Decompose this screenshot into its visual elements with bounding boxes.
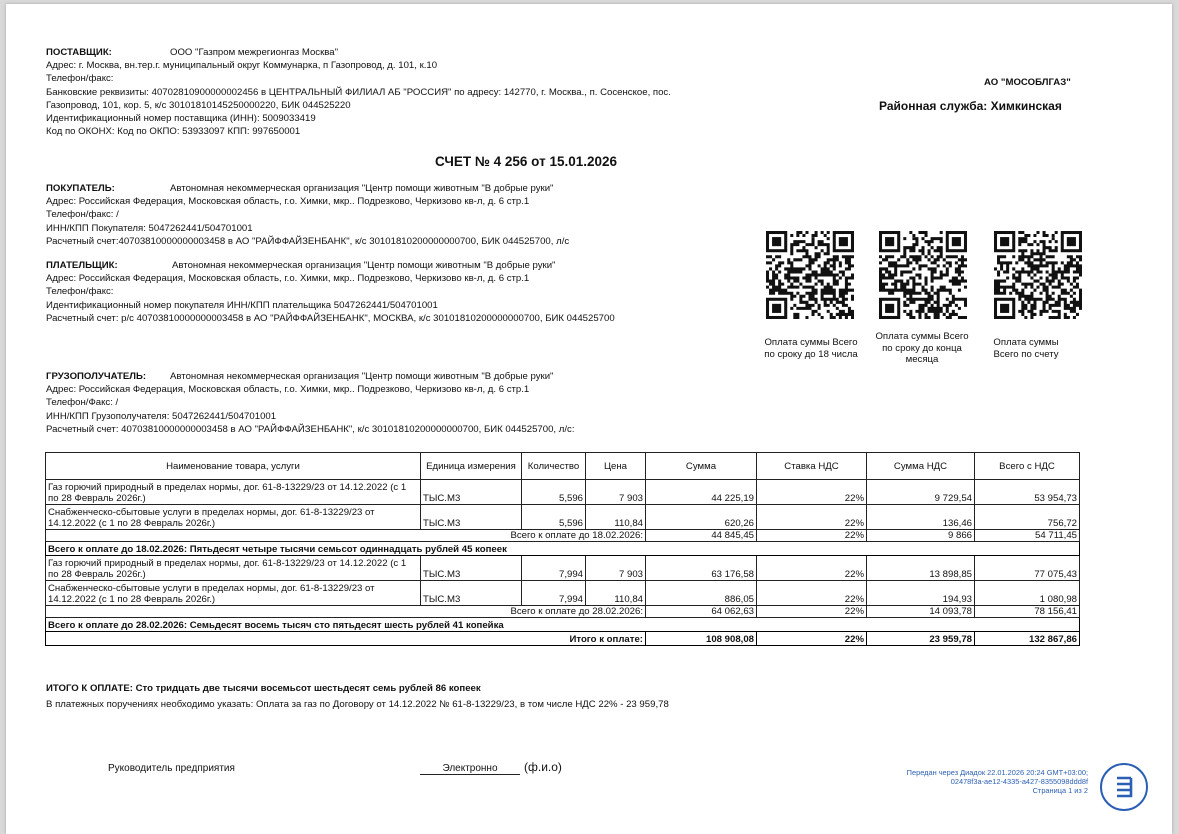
grand-total-row bbox=[46, 632, 1080, 646]
header-unit: Единица измерения bbox=[421, 453, 522, 480]
payer-name: Автономная некоммерческая организация "Центр помощи животным "В добрые руки" bbox=[172, 260, 556, 271]
diadoc-logo-icon bbox=[1100, 763, 1148, 811]
row-sum: 620,26 bbox=[646, 505, 757, 530]
invoice-title: СЧЕТ № 4 256 от 15.01.2026 bbox=[434, 154, 618, 169]
row-vat: 13 898,85 bbox=[867, 556, 975, 581]
qr-caption-18th: Оплата суммы Всего по сроку до 18 числа bbox=[764, 337, 858, 360]
grand-total-vat: 23 959,78 bbox=[867, 632, 975, 646]
row-price: 7 903 bbox=[586, 480, 646, 505]
row-sum: 44 225,19 bbox=[646, 480, 757, 505]
consignee-address: Адрес: Российская Федерация, Московская область, г.о. Химки, мкр.. Подрезково, Черкизово кв-л, д. 6 стр.1 bbox=[46, 384, 530, 396]
supplier-label: ПОСТАВЩИК: bbox=[46, 47, 112, 58]
consignee-name: Автономная некоммерческая организация "Центр помощи животным "В добрые руки" bbox=[170, 371, 554, 382]
fio-label: (ф.и.о) bbox=[524, 760, 562, 774]
header-name: Наименование товара, услуги bbox=[46, 453, 421, 480]
subtotal-sum: 64 062,63 bbox=[646, 606, 757, 618]
row-price: 110,84 bbox=[586, 581, 646, 606]
invoice-page bbox=[6, 4, 1172, 834]
header-vat-rate: Ставка НДС bbox=[757, 453, 867, 480]
qr-caption-month-end: Оплата суммы Всего по сроку до конца месяца bbox=[875, 331, 969, 365]
table-row bbox=[46, 581, 1080, 606]
row-rate: 22% bbox=[757, 505, 867, 530]
row-unit: ТЫС.М3 bbox=[421, 505, 522, 530]
supplier-block bbox=[46, 46, 671, 138]
org-name: АО "МОСОБЛГАЗ" bbox=[984, 77, 1071, 88]
row-total: 756,72 bbox=[975, 505, 1080, 530]
supplier-phone: Телефон/факс: bbox=[46, 73, 114, 85]
grand-total-sum: 108 908,08 bbox=[646, 632, 757, 646]
row-price: 110,84 bbox=[586, 505, 646, 530]
header-price: Цена bbox=[586, 453, 646, 480]
row-name: Снабженческо-сбытовые услуги в пределах нормы, дог. 61-8-13229/23 от 14.12.2022 (с 1 по 28 Февраль 2026г.) bbox=[46, 581, 421, 606]
row-unit: ТЫС.М3 bbox=[421, 556, 522, 581]
row-vat: 136,46 bbox=[867, 505, 975, 530]
subtotal-label: Всего к оплате до 18.02.2026: bbox=[46, 530, 646, 542]
payer-address: Адрес: Российская Федерация, Московская область, г.о. Химки, мкр.. Подрезково, Черкизово кв-л, д. 6 стр.1 bbox=[46, 273, 530, 285]
qr-code-month-end bbox=[879, 231, 967, 319]
subtotal-vat: 9 866 bbox=[867, 530, 975, 542]
qr-code-18th bbox=[766, 231, 854, 319]
grand-total-total: 132 867,86 bbox=[975, 632, 1080, 646]
row-sum: 63 176,58 bbox=[646, 556, 757, 581]
subtotal-rate: 22% bbox=[757, 530, 867, 542]
row-total: 77 075,43 bbox=[975, 556, 1080, 581]
buyer-label: ПОКУПАТЕЛЬ: bbox=[46, 183, 115, 194]
supplier-bank-line2: Газопровод, 101, кор. 5, к/с 30101810145250000220, БИК 044525220 bbox=[46, 99, 351, 111]
buyer-block bbox=[46, 182, 569, 248]
buyer-name: Автономная некоммерческая организация "Центр помощи животным "В добрые руки" bbox=[170, 183, 554, 194]
grand-total-label: Итого к оплате: bbox=[46, 632, 646, 646]
payer-label: ПЛАТЕЛЬЩИК: bbox=[46, 260, 118, 271]
diadoc-line3: Страница 1 из 2 bbox=[1032, 785, 1088, 795]
grand-total-rate: 22% bbox=[757, 632, 867, 646]
consignee-account: Расчетный счет: 40703810000000003458 в АО "РАЙФФАЙЗЕНБАНК", к/с 30101810200000000700, БИК 044525700, л/с: bbox=[46, 423, 575, 435]
buyer-phone: Телефон/факс: / bbox=[46, 209, 119, 221]
signature-value: Электронно bbox=[420, 763, 520, 775]
row-name: Газ горючий природный в пределах нормы, дог. 61-8-13229/23 от 14.12.2022 (с 1 по 28 Февраль 2026г.) bbox=[46, 556, 421, 581]
row-name: Газ горючий природный в пределах нормы, дог. 61-8-13229/23 от 14.12.2022 (с 1 по 28 Февраль 2026г.) bbox=[46, 480, 421, 505]
consignee-phone: Телефон/Факс: / bbox=[46, 397, 119, 409]
total-in-words: ИТОГО К ОПЛАТЕ: Сто тридцать две тысячи восемьсот шестьдесят семь рублей 86 копеек bbox=[46, 683, 481, 694]
total-words: Всего к оплате до 28.02.2026: Семьдесят восемь тысяч сто пятьдесят шесть рублей 41 копейка bbox=[46, 618, 1080, 632]
row-unit: ТЫС.М3 bbox=[421, 480, 522, 505]
row-vat: 194,93 bbox=[867, 581, 975, 606]
row-qty: 7,994 bbox=[522, 581, 586, 606]
header-sum: Сумма bbox=[646, 453, 757, 480]
payer-block bbox=[46, 259, 615, 325]
consignee-block bbox=[46, 370, 575, 436]
diadoc-line2: 02478f3a-ae12-4335-a427-8355098ddd8f bbox=[950, 776, 1088, 786]
payer-phone: Телефон/факс: bbox=[46, 286, 114, 298]
payer-account: Расчетный счет: р/с 40703810000000003458 в АО "РАЙФФАЙЗЕНБАНК", МОСКВА, к/с 30101810200000000700, БИК 044525700 bbox=[46, 312, 615, 324]
table-row bbox=[46, 505, 1080, 530]
subtotal-total: 78 156,41 bbox=[975, 606, 1080, 618]
subtotal-row bbox=[46, 530, 1080, 542]
subtotal-sum: 44 845,45 bbox=[646, 530, 757, 542]
row-vat: 9 729,54 bbox=[867, 480, 975, 505]
org-service: Районная служба: Химкинская bbox=[879, 99, 1062, 113]
subtotal-total: 54 711,45 bbox=[975, 530, 1080, 542]
payer-inn: Идентификационный номер покупателя ИНН/КПП плательщика 5047262441/504701001 bbox=[46, 299, 438, 311]
row-qty: 5,596 bbox=[522, 480, 586, 505]
subtotal-row bbox=[46, 606, 1080, 618]
qr-caption-total: Оплата суммы Всего по счету bbox=[993, 337, 1059, 360]
buyer-inn: ИНН/КПП Покупателя: 5047262441/504701001 bbox=[46, 222, 253, 234]
header-total: Всего с НДС bbox=[975, 453, 1080, 480]
row-rate: 22% bbox=[757, 480, 867, 505]
header-qty: Количество bbox=[522, 453, 586, 480]
head-label: Руководитель предприятия bbox=[108, 763, 235, 774]
supplier-codes: Код по ОКОНХ: Код по ОКПО: 53933097 КПП: 997650001 bbox=[46, 126, 301, 138]
row-rate: 22% bbox=[757, 556, 867, 581]
row-sum: 886,05 bbox=[646, 581, 757, 606]
consignee-inn: ИНН/КПП Грузополучателя: 5047262441/504701001 bbox=[46, 410, 277, 422]
total-words-row bbox=[46, 618, 1080, 632]
row-price: 7 903 bbox=[586, 556, 646, 581]
row-total: 1 080,98 bbox=[975, 581, 1080, 606]
invoice-table bbox=[45, 452, 1080, 646]
total-words: Всего к оплате до 18.02.2026: Пятьдесят четыре тысячи семьсот одиннадцать рублей 45 копеек bbox=[46, 542, 1080, 556]
table-header-row bbox=[46, 453, 1080, 480]
buyer-account: Расчетный счет:40703810000000003458 в АО "РАЙФФАЙЗЕНБАНК", к/с 30101810200000000700, БИК 044525700, л/с bbox=[46, 235, 570, 247]
subtotal-rate: 22% bbox=[757, 606, 867, 618]
supplier-name: ООО "Газпром межрегионгаз Москва" bbox=[170, 47, 339, 58]
total-words-row bbox=[46, 542, 1080, 556]
row-qty: 7,994 bbox=[522, 556, 586, 581]
header-vat-sum: Сумма НДС bbox=[867, 453, 975, 480]
row-total: 53 954,73 bbox=[975, 480, 1080, 505]
row-unit: ТЫС.М3 bbox=[421, 581, 522, 606]
diadoc-stamp bbox=[907, 769, 1088, 795]
table-row bbox=[46, 480, 1080, 505]
qr-code-total bbox=[994, 231, 1082, 319]
supplier-inn: Идентификационный номер поставщика (ИНН): 5009033419 bbox=[46, 112, 316, 124]
subtotal-label: Всего к оплате до 28.02.2026: bbox=[46, 606, 646, 618]
supplier-address: Адрес: г. Москва, вн.тер.г. муниципальный округ Коммунарка, п Газопровод, д. 101, к.10 bbox=[46, 60, 438, 72]
table-row bbox=[46, 556, 1080, 581]
row-name: Снабженческо-сбытовые услуги в пределах нормы, дог. 61-8-13229/23 от 14.12.2022 (с 1 по 28 Февраль 2026г.) bbox=[46, 505, 421, 530]
subtotal-vat: 14 093,78 bbox=[867, 606, 975, 618]
supplier-bank-line1: Банковские реквизиты: 40702810900000002456 в ЦЕНТРАЛЬНЫЙ ФИЛИАЛ АБ "РОССИЯ" по адресу: 142770, г. Москва., п. Сосенское, пос. bbox=[46, 86, 671, 98]
buyer-address: Адрес: Российская Федерация, Московская область, г.о. Химки, мкр.. Подрезково, Черкизово кв-л, д. 6 стр.1 bbox=[46, 196, 530, 208]
row-qty: 5,596 bbox=[522, 505, 586, 530]
payment-note: В платежных поручениях необходимо указать: Оплата за газ по Договору от 14.12.2022 № 61-8-13229/23, в том числе НДС 22% - 23 959,78 bbox=[46, 699, 669, 710]
diadoc-line1: Передан через Диадок 22.01.2026 20:24 GMT+03:00; bbox=[906, 768, 1088, 777]
consignee-label: ГРУЗОПОЛУЧАТЕЛЬ: bbox=[46, 371, 147, 382]
row-rate: 22% bbox=[757, 581, 867, 606]
